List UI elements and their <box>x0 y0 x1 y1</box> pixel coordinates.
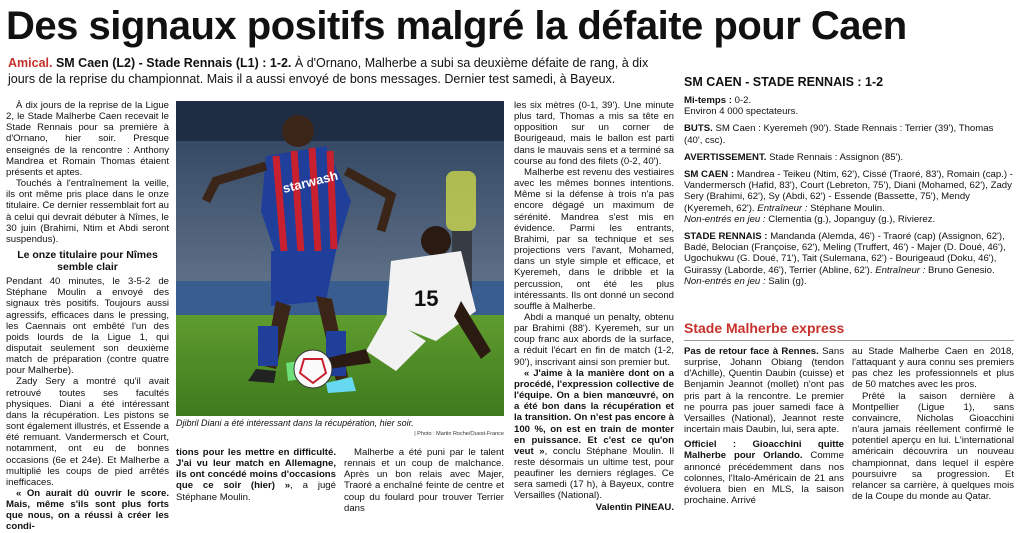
quote-paragraph <box>6 488 169 533</box>
caen-bench-label: Non-entrés en jeu : <box>684 213 766 225</box>
article-column-2-bottom-left <box>176 447 336 503</box>
express-column-1 <box>684 346 844 506</box>
express-column-2 <box>852 346 1014 502</box>
photo-caption: Djibril Diani a été intéressant dans la récupération, hier soir. <box>176 418 414 428</box>
goals-line <box>684 123 1014 145</box>
author-signature: Valentin PINEAU. <box>595 501 674 513</box>
paragraph: Zady Sery a montré qu'il avait retrouvé toutes ses facultés physiques. Diani a été intéressant dans la récupération. Les pistons se sont également illustrés, et Essende a été remuant. Vandermersch et Court, notamment, ont eu de bonnes occasions (6e et 24e). Et Malherbe a multiplié les coups de pied arrêtés inefficaces. <box>6 376 169 488</box>
halftime-line <box>684 95 1014 117</box>
article-lead <box>8 55 668 87</box>
photo-credit: | Photo : Martin Roche/Ouest-France <box>414 431 504 437</box>
match-sheet-title: SM CAEN - STADE RENNAIS : 1-2 <box>684 75 884 89</box>
caen-players: Mandrea - Teikeu (Ntim, 62'), Cissé (Traoré, 83'), Romain (cap.) - Vandermersch (Hafid, 83'), Court (Lebreton, 75'), Diani (Mohamed, 62'), Zady Sery (Brahimi, 62'), Sy (Abdi, 62') - Essende (Bassette, 75'), Mendy (Kyeremeh, 62'). <box>684 169 1013 214</box>
lead-text: À d'Ornano, Malherbe a subi sa deuxième défaite de rang, à dix jours de la reprise du championnat. Mais il a aussi envoyé de bons messages. Dernier test samedi, à Bayeux. <box>8 56 649 86</box>
quote-paragraph <box>514 368 674 502</box>
warning-text: Stade Rennais : Assignon (85'). <box>769 151 904 163</box>
jersey-number: 15 <box>414 286 439 311</box>
paragraph: au Stade Malherbe Caen en 2018, l'attaquant y aura connu ses premiers pas chez les professionnels et plus de 50 matches avec les pros. <box>852 346 1014 391</box>
spectators: Environ 4 000 spectateurs. <box>684 106 799 118</box>
warning-line <box>684 152 1014 163</box>
headline: Des signaux positifs malgré la défaite pour Caen <box>6 4 907 48</box>
caen-coach-label: Entraîneur : <box>757 202 808 214</box>
match-sheet-box <box>684 75 1014 293</box>
paragraph: À dix jours de la reprise de la Ligue 2, le Stade Malherbe Caen recevait le Stade Rennais pour sa première à d'Ornano, hier soir. Presque enseignés de la rencontre : Anthony Mandrea et Romain Thomas étaient présents et aptes. <box>6 100 169 178</box>
match-photo <box>176 101 504 416</box>
caen-bench: Clementia (g.), Jopanguy (g.), Rivierez. <box>768 213 936 225</box>
caen-label: SM CAEN : <box>684 169 735 181</box>
paragraph: les six mètres (0-1, 39'). Une minute plus tard, Thomas a mis sa tête en opposition sur un corner de Bourigeaud, mais le ballon est parti dans le mauvais sens et a terminé sa course au fond des filets (0-2, 40'). <box>514 100 674 167</box>
paragraph: Pendant 40 minutes, le 3-5-2 de Stéphane Moulin a envoyé des signaux très positifs. Toujours aussi agressifs, efficaces dans le pressing, les Caennais ont embêté l'un des poids lourds de la Ligue 1, qui disputait seulement son deuxième match de préparation (contre quatre pour Malherbe). <box>6 276 169 377</box>
express-section-title: Stade Malherbe express <box>684 320 845 336</box>
quote-attribution: , conclu Stéphane Moulin. Il reste désormais un ultime test, pour peaufiner les derniers réglages. Ce sera samedi (17 h), à Bayeux, contre Versailles (National). <box>514 445 674 502</box>
divider <box>684 340 1014 341</box>
quote-text: « J'aime à la manière dont on a procédé, l'expression collective de l'équipe. On a bien manœuvré, on a été bon dans la récupération et la transition. On n'est pas encore à 100 %, on est en train de monter en puissance. Et c'est ce qu'on veut » <box>514 367 674 457</box>
brief-title: Officiel : Gioacchini quitte Malherbe pour Orlando. <box>684 439 844 462</box>
brief-item <box>684 439 844 506</box>
article-column-1 <box>6 100 169 533</box>
brief-item <box>684 346 844 435</box>
quote-text: tions pour les mettre en difficulté. J'ai vu leur match en Allemagne, ils ont concédé moins d'occasions que ce soir (hier) » <box>176 447 336 492</box>
paragraph: Malherbe a été puni par le talent rennais et un coup de malchance. Après un bon relais avec Majer, Traoré a enchaîné feinte de centre et coup du foulard pour trouver Terrier dans <box>344 447 504 514</box>
brief-title: Pas de retour face à Rennes. <box>684 346 819 357</box>
halftime-score: 0-2. <box>734 95 752 106</box>
rennes-players: Mandanda (Alemda, 46') - Traoré (cap) (Assignon, 62'), Badé, Belocian (Françoise, 62'), Meling (Truffert, 46') - Majer (D. Doué, 46'), Ugochukwu (G. Doué, 71'), Tait (Sulemana, 62') - Bourigeaud (Doku, 46'), Guirassy (Laborde, 46'), Terrier (Abline, 62'). <box>684 231 1006 276</box>
rennes-coach: Bruno Genesio. <box>928 264 995 276</box>
rennes-bench: Salin (g). <box>768 275 807 287</box>
halftime-label: Mi-temps : <box>684 95 732 106</box>
jersey-sponsor: starwash <box>281 167 340 196</box>
quote-paragraph <box>176 447 336 503</box>
paragraph: Malherbe est revenu des vestiaires avec les mêmes bonnes intentions. Même si la défense à trois n'a pas encore dégagé un maximum de sérénité. Mandrea s'est mis en évidence. Parmi les entrants, Brahimi, par sa technique et ses projections vers l'avant, Mohamed, dans un style simple et efficace, et Kyeremeh, dans le dribble et la percussion, ont été les plus intéressants. Ils ont donné un second souffle à Malherbe. <box>514 166 674 312</box>
rennes-bench-label: Non-entrés en jeu : <box>684 275 766 287</box>
rennes-coach-label: Entraîneur : <box>875 264 926 276</box>
quote-text: « On aurait dû ouvrir le score. Mais, même s'ils sont plus forts que nous, on a réussi à créer les condi- <box>6 488 169 533</box>
brief-text: Comme annoncé précédemment dans nos colonnes, l'Italo-Américain de 21 ans évoluera bien en MLS, la saison prochaine. Arrivé <box>684 450 844 507</box>
subheading: Le onze titulaire pour Nîmes semble clair <box>17 249 158 274</box>
paragraph: Prêté la saison dernière à Montpellier (Ligue 1), sans convaincre, Nicholas Gioacchini n'aura jamais réellement confirmé le potentiel aperçu en lui. L'international américain découvrira un nouveau championnat, dans lequel il espère poursuivre sa progression. Et relancer sa carrière, à quelques mois de la Coupe du monde au Qatar. <box>852 390 1014 503</box>
goals-text: SM Caen : Kyeremeh (90'). Stade Rennais : Terrier (39'), Thomas (40', csc). <box>684 123 994 146</box>
caen-coach: Stéphane Moulin. <box>810 202 885 214</box>
warning-label: AVERTISSEMENT. <box>684 151 767 163</box>
paragraph: Abdi a manqué un penalty, obtenu par Brahimi (88'). Kyeremeh, sur un coup franc aux abords de la surface, a réduit l'écart en fin de match (1-2, 90'), inscrivant ainsi son premier but. <box>514 311 674 368</box>
article-column-3 <box>514 100 674 513</box>
brief-text: Sans surprise, Johann Obiang (tendon d'Achille), Quentin Daubin (cuisse) et Benjamin Jeannot (mollet) n'ont pas pris part à la rencontre. Le premier ne pourra pas jouer samedi face à Versailles (National), Jeannot reste incertain mais Daubin, lui, sera apte. <box>684 346 845 436</box>
rennes-lineup <box>684 231 1014 287</box>
lead-match: SM Caen (L2) - Stade Rennais (L1) : 1-2. <box>55 56 292 70</box>
goals-label: BUTS. <box>684 123 713 135</box>
quote-attribution: , a jugé Stéphane Moulin. <box>176 480 336 503</box>
paragraph: Touchés à l'entraînement la veille, ils ont même pris place dans le onze titulaire. Ce dernier ressemblait fort au à celui qui devrait débuter à Nîmes, le 30 juin (Brahimi, Ntim et Abdi seront suspendus). <box>6 178 169 245</box>
lead-kicker: Amical. <box>8 56 53 70</box>
rennes-label: STADE RENNAIS : <box>684 231 768 243</box>
article-column-2-bottom-right <box>344 447 504 514</box>
caen-lineup <box>684 169 1014 225</box>
football-action-image <box>176 101 504 416</box>
